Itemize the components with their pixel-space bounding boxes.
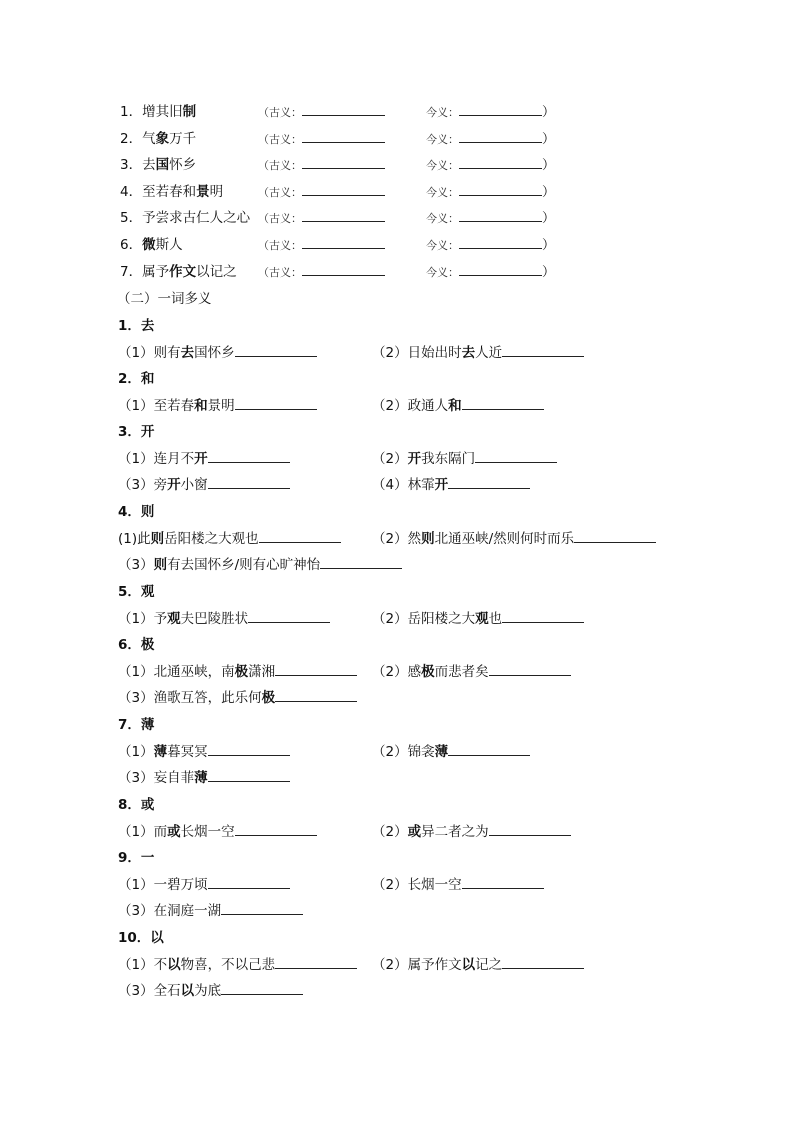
text-line [426,129,555,149]
text-line [426,182,555,202]
text-line [372,529,656,549]
phrase-text: 予 [153,611,168,627]
text-line [120,262,237,282]
sub-item-number: （2） [372,451,408,467]
sub-item-number: （3） [118,903,154,919]
text-line [118,822,317,842]
highlighted-word: 或 [167,824,181,840]
highlighted-word: 作文 [169,264,197,280]
phrase-text: 政通人 [407,398,449,414]
text-line [372,396,544,416]
text-line [372,955,584,975]
word-heading: 5．观 [118,584,155,600]
highlighted-word: 观 [167,611,181,627]
word-heading: 9．一 [118,850,155,866]
phrase-text: 人近 [475,345,503,361]
phrase-text: 北通巫峡，南 [153,664,235,680]
text-line [372,742,530,762]
phrase-text: 而悲者矣 [434,664,489,680]
phrase-text: 而 [153,824,168,840]
phrase-text: 至若春 [153,398,195,414]
highlighted-word: 微 [142,237,156,253]
text-line [118,396,317,416]
answer-blank[interactable] [448,475,530,489]
close-paren: ） [542,105,556,120]
close-paren: ） [542,265,556,280]
phrase-text: 长烟一空 [407,877,462,893]
close-paren: ） [542,132,556,147]
word-heading: 2．和 [118,371,155,387]
phrase-text: 日始出时 [407,345,462,361]
modern-meaning-label: 今义： [426,266,459,279]
phrase-text: 万千 [169,131,197,147]
sub-item-number: （1） [118,611,154,627]
modern-meaning-label: 今义： [426,186,459,199]
sub-item-number: （3） [118,770,154,786]
sub-item-number: （2） [372,664,408,680]
phrase-text: 感 [407,664,422,680]
text-line [120,208,250,228]
text-line [118,422,154,442]
phrase-text: 斯人 [155,237,183,253]
highlighted-word: 薄 [194,770,208,786]
answer-blank[interactable] [275,955,357,969]
item-number: 5． [120,210,143,226]
item-number: 7． [120,264,143,280]
answer-blank[interactable] [221,901,303,915]
sub-item-number: （2） [372,957,408,973]
phrase-text: 明 [209,184,224,200]
item-number: 6． [120,237,143,253]
phrase-text: 然 [407,531,422,547]
modern-meaning-label: 今义： [426,106,459,119]
phrase-text: 暮冥冥 [167,744,208,760]
phrase-text: 北通巫峡/然则何时而乐 [434,531,575,547]
phrase-text: 为底 [194,983,222,999]
highlighted-word: 和 [194,398,208,414]
phrase-text: 属予 [142,264,170,280]
sub-item-number: （3） [118,983,154,999]
text-line [118,742,290,762]
phrase-text: 渔歌互答，此乐何 [153,690,262,706]
highlighted-word: 或 [407,824,422,840]
item-number: 1． [120,104,143,120]
text-line [372,875,544,895]
phrase-text: 全石 [153,983,181,999]
phrase-text: 记之 [475,957,503,973]
sub-item-number: (1) [118,531,138,547]
phrase-text: 妄自菲 [153,770,195,786]
answer-blank[interactable] [502,609,584,623]
text-line [258,129,385,149]
word-heading: 6．极 [118,637,155,653]
text-line [118,582,154,602]
answer-blank[interactable] [208,449,290,463]
text-line [372,449,557,469]
text-line [372,609,584,629]
answer-blank[interactable] [459,262,542,276]
word-heading: 10．以 [118,930,164,946]
text-line [118,901,303,921]
close-paren: ） [542,238,556,253]
answer-blank[interactable] [302,102,385,116]
phrase-text: 去 [142,157,156,173]
text-line [258,102,385,122]
phrase-text: 此 [137,531,151,547]
text-line [120,129,196,149]
text-line [120,235,183,255]
sub-item-number: （2） [372,744,408,760]
phrase-text: 也 [488,611,503,627]
phrase-text: 属予作文 [407,957,462,973]
text-line [258,182,385,202]
text-line [118,981,303,1001]
answer-blank[interactable] [459,235,542,249]
close-paren: ） [542,185,556,200]
word-heading: 1．去 [118,318,155,334]
text-line [120,102,196,122]
highlighted-word: 极 [421,664,435,680]
ancient-meaning-label: （古义： [258,106,302,119]
item-number: 3． [120,157,143,173]
word-heading: 7．薄 [118,717,155,733]
text-line [118,715,154,735]
answer-blank[interactable] [208,742,290,756]
phrase-text: 锦衾 [407,744,435,760]
text-line [258,208,385,228]
modern-meaning-label: 今义： [426,212,459,225]
highlighted-word: 开 [407,451,422,467]
highlighted-word: 开 [167,477,181,493]
answer-blank[interactable] [235,396,317,410]
modern-meaning-label: 今义： [426,133,459,146]
sub-item-number: （1） [118,345,154,361]
text-line [258,235,385,255]
sub-item-number: （3） [118,690,154,706]
highlighted-word: 薄 [434,744,449,760]
phrase-text: 潇湘 [248,664,276,680]
text-line [120,182,223,202]
answer-blank[interactable] [502,343,584,357]
text-line [118,529,341,549]
text-line [118,502,154,522]
text-line [372,822,571,842]
highlighted-word: 则 [421,531,435,547]
text-line [118,609,330,629]
text-line [118,316,154,336]
sub-item-number: （2） [372,824,408,840]
ancient-meaning-label: （古义： [258,212,302,225]
sub-item-number: （2） [372,877,408,893]
sub-item-number: （4） [372,477,408,493]
highlighted-word: 以 [167,957,181,973]
phrase-text: 至若春和 [142,184,197,200]
answer-blank[interactable] [302,129,385,143]
item-number: 4． [120,184,143,200]
text-line [118,875,290,895]
text-line [118,555,402,575]
highlighted-word: 去 [461,345,476,361]
answer-blank[interactable] [259,529,341,543]
ancient-meaning-label: （古义： [258,239,302,252]
phrase-text: 以记之 [196,264,237,280]
answer-blank[interactable] [302,262,385,276]
highlighted-word: 以 [461,957,476,973]
text-line [120,155,196,175]
answer-blank[interactable] [302,208,385,222]
sub-item-number: （1） [118,824,154,840]
highlighted-word: 开 [194,451,208,467]
answer-blank[interactable] [302,155,385,169]
text-line [118,662,357,682]
phrase-text: 长烟一空 [180,824,235,840]
answer-blank[interactable] [448,742,530,756]
answer-blank[interactable] [302,235,385,249]
text-line [426,262,555,282]
sub-item-number: （2） [372,531,408,547]
phrase-text: 夫巴陵胜状 [180,611,249,627]
highlighted-word: 开 [434,477,449,493]
text-line [118,475,290,495]
answer-blank[interactable] [302,182,385,196]
sub-item-number: （3） [118,557,154,573]
item-number: 2． [120,131,143,147]
phrase-text: 异二者之为 [421,824,489,840]
text-line [118,369,154,389]
sub-item-number: （3） [118,477,154,493]
answer-blank[interactable] [459,155,542,169]
highlighted-word: 以 [180,983,195,999]
text-line [118,688,357,708]
word-heading: 8．或 [118,797,155,813]
answer-blank[interactable] [208,875,290,889]
phrase-text: 物喜，不以己悲 [180,957,276,973]
highlighted-word: 则 [150,531,165,547]
phrase-text: 连月不 [153,451,195,467]
highlighted-word: 国 [155,157,170,173]
phrase-text: 岳阳楼之大观也 [164,531,259,547]
phrase-text: 增其旧 [142,104,183,120]
phrase-text: 岳阳楼之大 [407,611,476,627]
sub-item-number: （1） [118,398,154,414]
answer-blank[interactable] [459,208,542,222]
highlighted-word: 和 [448,398,462,414]
phrase-text: 景明 [207,398,235,414]
answer-blank[interactable] [462,875,544,889]
highlighted-word: 景 [196,184,210,200]
sub-item-number: （1） [118,744,154,760]
ancient-meaning-label: （古义： [258,186,302,199]
answer-blank[interactable] [459,102,542,116]
sub-item-number: （1） [118,957,154,973]
answer-blank[interactable] [574,529,656,543]
answer-blank[interactable] [459,182,542,196]
phrase-text: 小窗 [180,477,208,493]
phrase-text: 国怀乡 [194,345,235,361]
sub-item-number: （1） [118,664,154,680]
text-line [426,102,555,122]
phrase-text: 有去国怀乡/则有心旷神怡 [167,557,321,573]
answer-blank[interactable] [489,822,571,836]
answer-blank[interactable] [320,555,402,569]
phrase-text: 旁 [153,477,168,493]
text-line [372,343,584,363]
text-line [118,768,290,788]
text-line [118,635,154,655]
answer-blank[interactable] [502,955,584,969]
phrase-text: 予尝求古仁人之心 [142,210,251,226]
answer-blank[interactable] [208,768,290,782]
text-line [258,262,385,282]
sub-item-number: （1） [118,451,154,467]
word-heading: 3．开 [118,424,155,440]
text-line [118,928,164,948]
answer-blank[interactable] [208,475,290,489]
phrase-text: 一碧万顷 [153,877,208,893]
text-line [118,795,154,815]
phrase-text: 林霏 [407,477,435,493]
phrase-text: 我东隔门 [421,451,476,467]
answer-blank[interactable] [475,449,557,463]
text-line [118,848,154,868]
text-line [426,235,555,255]
answer-blank[interactable] [235,822,317,836]
answer-blank[interactable] [248,609,330,623]
answer-blank[interactable] [221,981,303,995]
answer-blank[interactable] [462,396,544,410]
sub-item-number: （1） [118,877,154,893]
phrase-text: 气 [142,131,156,147]
phrase-text: 在洞庭一湖 [153,903,222,919]
phrase-text: 则有 [153,345,181,361]
word-heading: 4．则 [118,504,155,520]
highlighted-word: 观 [475,611,489,627]
phrase-text: 不 [153,957,168,973]
highlighted-word: 去 [180,345,195,361]
phrase-text: 怀乡 [169,157,197,173]
answer-blank[interactable] [275,662,357,676]
highlighted-word: 极 [234,664,249,680]
sub-item-number: （2） [372,611,408,627]
text-line [372,475,530,495]
text-line [118,343,317,363]
close-paren: ） [542,211,556,226]
section-heading: （二）一词多义 [117,291,212,307]
ancient-meaning-label: （古义： [258,159,302,172]
answer-blank[interactable] [489,662,571,676]
text-line [118,449,290,469]
text-line [426,208,555,228]
answer-blank[interactable] [235,343,317,357]
highlighted-word: 则 [153,557,168,573]
sub-item-number: （2） [372,345,408,361]
ancient-meaning-label: （古义： [258,266,302,279]
modern-meaning-label: 今义： [426,159,459,172]
modern-meaning-label: 今义： [426,239,459,252]
text-line [118,955,357,975]
ancient-meaning-label: （古义： [258,133,302,146]
text-line [426,155,555,175]
text-line [258,155,385,175]
answer-blank[interactable] [275,688,357,702]
answer-blank[interactable] [459,129,542,143]
highlighted-word: 象 [155,131,170,147]
sub-item-number: （2） [372,398,408,414]
highlighted-word: 薄 [153,744,168,760]
highlighted-word: 制 [182,104,197,120]
highlighted-word: 极 [261,690,276,706]
text-line [372,662,571,682]
close-paren: ） [542,158,556,173]
text-line [117,289,212,309]
